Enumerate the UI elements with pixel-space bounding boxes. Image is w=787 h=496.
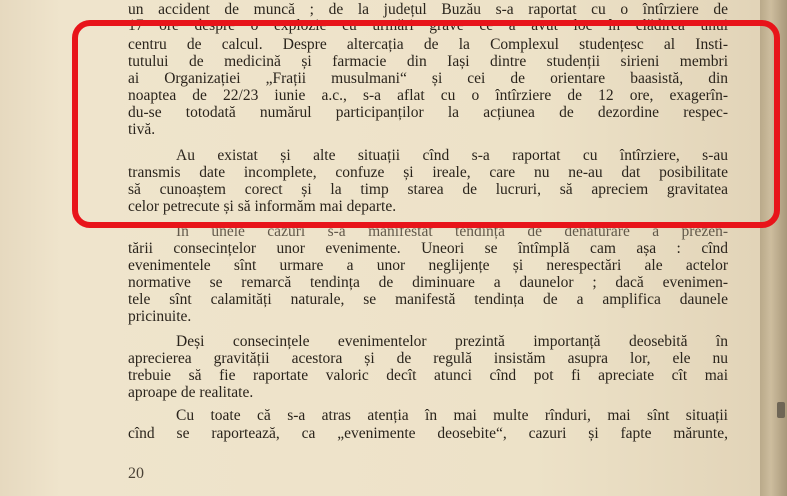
text-line: Deși consecințele evenimentelor prezintă importanță deosebită în [176,334,728,350]
binder-clip-icon [777,402,785,418]
text-line: centru de calcul. Despre altercația de la Complexul studențesc al Insti- [128,37,728,53]
text-line: tutului de medicină și farmacie din Iași dintre studenții sirieni membri [128,54,728,70]
text-line: celor petrecute și să informăm mai departe. [128,199,397,215]
text-line: Au existat și alte situații cînd s-a raportat cu întîrziere, s-au [176,148,728,164]
text-line: 17 ore despre o explozie cu urmări grave ce a avut loc în clădirea unui [128,18,728,34]
text-line: transmis date incomplete, confuze și ireale, care nu ne-au dat posibilitate [128,165,728,181]
text-line: Cu toate că s-a atras atenția în mai multe rînduri, mai sînt situații [176,408,728,424]
text-line: În unele cazuri s-a manifestat tendința de denaturare a prezen- [176,224,728,240]
text-line: evenimentele sînt urmare a unor neglijențe și nerespectări ale actelor [128,258,728,274]
text-line: tivă. [128,122,156,138]
text-line: trebuie să fie raportate valoric decît atunci cînd pot fi apreciate cît mai [128,368,728,384]
text-line: aproape de realitate. [128,385,254,401]
text-line: să cunoaștem corect și la timp starea de lucruri, să apreciem gravitatea [128,182,728,198]
text-line: tele sînt calamități naturale, se manifestă tendința de a amplifica daunele [128,292,728,308]
text-line: noaptea de 22/23 iunie a.c., s-a aflat cu o întîrziere de 12 ore, exagerîn- [128,88,728,104]
text-line: normative se remarcă tendința de diminuare a daunelor ; dacă evenimen- [128,275,728,291]
text-line: pricinuite. [128,309,192,325]
book-spine-edge [760,0,787,496]
text-line: cînd se raportează, ca „evenimente deosebite“, cazuri și fapte mărunte, [128,426,728,442]
text-line: un accident de muncă ; de la județul Buzău s-a raportat cu o întîrziere de [128,2,728,18]
text-line: ai Organizației „Frații musulmani“ și cei de orientare baasistă, din [128,71,728,87]
text-line: du-se totodată numărul participanților la acțiunea de dezordine respec- [128,105,728,121]
page-number: 20 [128,465,144,482]
text-line: tării consecințelor unor evenimente. Uneori se întîmplă cam așa : cînd [128,241,728,257]
text-line: aprecierea gravității acestora și de regulă insistăm asupra lor, ele nu [128,351,728,367]
